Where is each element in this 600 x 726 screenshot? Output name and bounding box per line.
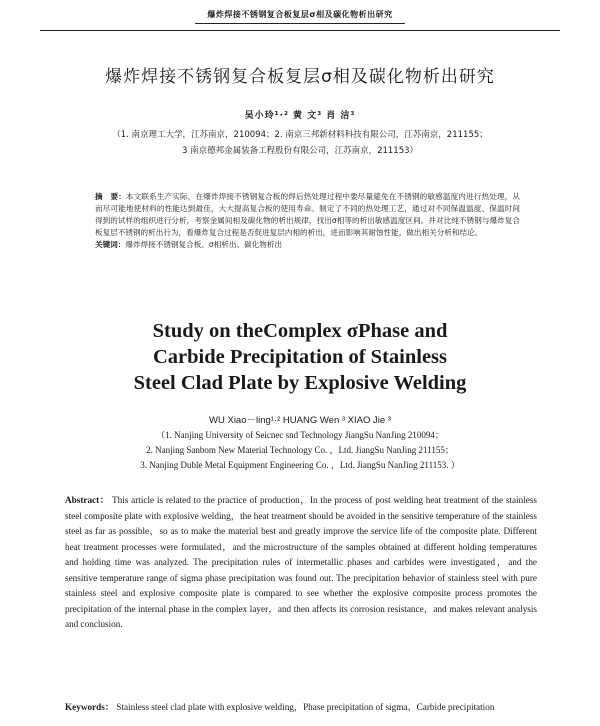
english-affiliation-line-1: （1. Nanjing University of Seicnec snd Technology JiangSu NanJing 210094； xyxy=(156,430,444,440)
english-title xyxy=(0,318,600,396)
chinese-abstract-text: 本文联系生产实际，在爆炸焊接不锈钢复合板的焊后热处理过程中要尽量避免在不锈钢的敏感温度内进行热处理，从而尽可能地使材料的性能达到最佳，大大提高复合板的使用寿命。制定了不同的热处理工艺，通过对不同保温温度、保温时间得到的试样的组织进行分析，考察金属间相及碳化物的析出规律，找出σ相等的析出敏感温度区间。并对比纯不锈钢与爆炸复合板复层不锈钢的析出行为，看爆炸复合过程是否促进复层内相的析出，进而影响其耐蚀性能，做出相关分析和结论。 xyxy=(95,192,520,237)
chinese-affiliation-line-1: （1. 南京理工大学，江苏南京，210094；2. 南京三邦新材料科技有限公司，江苏南京，211155； xyxy=(112,130,488,140)
english-title-line-1: Study on theComplex σPhase and xyxy=(152,320,448,342)
running-head-text: 爆炸焊接不锈钢复合板复层σ相及碳化物析出研究 xyxy=(195,9,404,24)
chinese-abstract-label: 摘 要： xyxy=(95,192,126,201)
english-keywords-label: Keywords： xyxy=(65,702,114,712)
english-authors: WU Xiao－ling¹·² HUANG Wen ³ XIAO Jie ³ xyxy=(209,415,391,426)
chinese-keywords-label: 关键词： xyxy=(95,240,126,249)
chinese-authors: 吴小玲¹·² 黄 文³ 肖 洁³ xyxy=(244,111,356,121)
english-affiliation-line-2: 2. Nanjing Sanbom New Material Technology Co. ，Ltd. JiangSu NanJing 211155； xyxy=(146,445,454,455)
header-divider xyxy=(40,30,560,31)
running-header xyxy=(0,0,600,24)
chinese-affiliation-line-2: 3 南京德邦金属装备工程股份有限公司，江苏南京，211153） xyxy=(181,146,419,156)
chinese-keywords-text: 爆炸焊接不锈钢复合板、σ相析出、碳化物析出 xyxy=(125,240,283,249)
english-affiliation-line-3: 3. Nanjing Duble Metal Equipment Engineering Co. ，Ltd. JiangSu NanJing 211153. ） xyxy=(140,460,460,470)
chinese-title: 爆炸焊接不锈钢复合板复层σ相及碳化物析出研究 xyxy=(105,67,495,87)
english-keywords xyxy=(65,700,537,714)
english-abstract-label: Abstract： xyxy=(65,495,110,505)
english-title-line-3: Steel Clad Plate by Explosive Welding xyxy=(133,372,467,394)
english-abstract-text: This article is related to the practice of production，In the process of post welding heat treatment of the stainless steel composite plate with explosive welding，the heat treatment should be avoided in the sensitive temperature of the stainless steel as far as possible，so as to make the material best and greatly improve the service life of the composite plate. Different heat treatment processes were formulated，and the microstructure of the samples obtained at different holding temperatures and holding time was analyzed. The precipitation rules of intermetallic phases and carbides were investigated，and the sensitive temperature range of sigma phase precipitation was found out. The precipitation behavior of stainless steel with pure stainless steel and explosive composite plate is compared to see whether the explosive composite process promotes the precipitation of the internal phase in the complex layer，and then affects its corrosion resistance，and makes relevant analysis and conclusion. xyxy=(65,495,537,629)
english-title-line-2: Carbide Precipitation of Stainless xyxy=(152,346,448,368)
english-abstract xyxy=(65,493,537,633)
chinese-abstract xyxy=(95,191,520,251)
english-keywords-text: Stainless steel clad plate with explosive welding，Phase precipitation of sigma、Carbide precipitation xyxy=(116,702,495,712)
